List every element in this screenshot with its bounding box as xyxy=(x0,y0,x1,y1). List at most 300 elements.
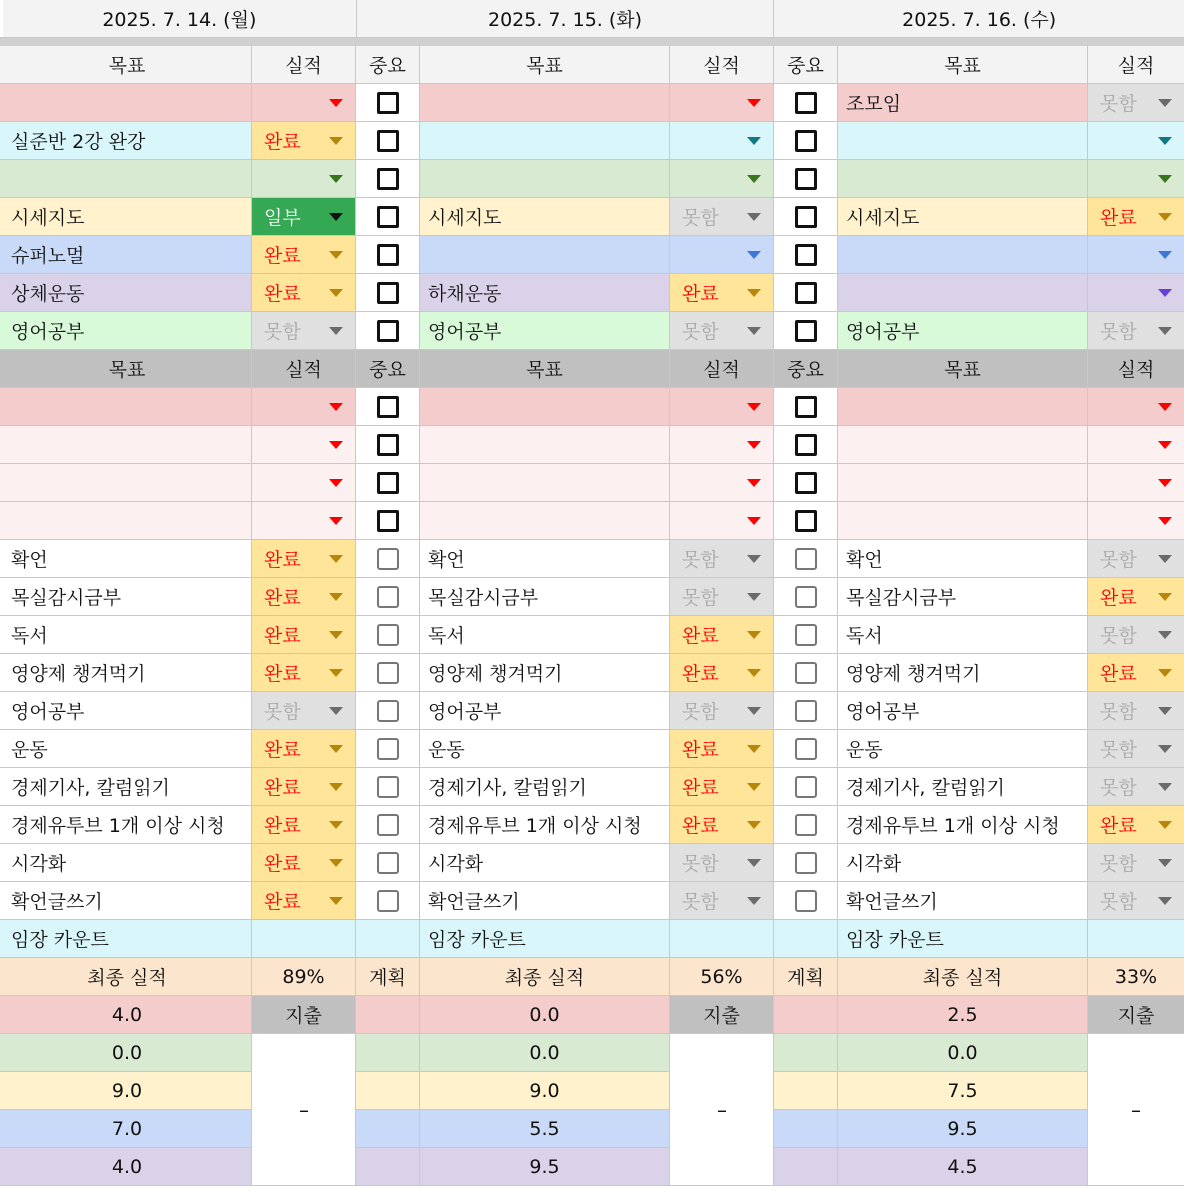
stat-value: 0.0 xyxy=(420,1034,670,1072)
checkbox[interactable] xyxy=(377,662,399,684)
stat-value: 0.0 xyxy=(420,996,670,1034)
dropdown-arrow-icon[interactable] xyxy=(1158,555,1172,563)
status-dropdown[interactable] xyxy=(670,502,774,540)
status-dropdown[interactable] xyxy=(252,236,356,274)
status-dropdown[interactable] xyxy=(252,768,356,806)
status-dropdown[interactable] xyxy=(1088,84,1184,122)
goal-cell[interactable]: 시세지도 xyxy=(3,198,252,236)
status-label: 완료 xyxy=(264,815,301,837)
dropdown-arrow-icon[interactable] xyxy=(1158,783,1172,791)
status-dropdown[interactable] xyxy=(1088,540,1184,578)
goal-cell[interactable]: 임장 카운트 xyxy=(420,920,670,958)
checkbox[interactable] xyxy=(795,168,817,190)
dropdown-arrow-icon[interactable] xyxy=(1158,821,1172,829)
plan-cell[interactable] xyxy=(774,1110,838,1148)
goal-cell[interactable]: 확언글쓰기 xyxy=(420,882,670,920)
status-dropdown[interactable] xyxy=(670,312,774,350)
final-result-label: 최종 실적 xyxy=(3,958,252,996)
status-dropdown[interactable] xyxy=(670,84,774,122)
plan-cell[interactable] xyxy=(774,1072,838,1110)
important-cell xyxy=(774,464,838,502)
goal-cell[interactable]: 시세지도 xyxy=(420,198,670,236)
status-label: 못함 xyxy=(1100,549,1137,571)
dropdown-arrow-icon[interactable] xyxy=(747,137,761,145)
status-dropdown[interactable] xyxy=(670,426,774,464)
checkbox[interactable] xyxy=(377,282,399,304)
checkbox[interactable] xyxy=(795,738,817,760)
important-cell xyxy=(356,806,420,844)
goal-cell[interactable]: 운동 xyxy=(3,730,252,768)
dropdown-arrow-icon[interactable] xyxy=(747,821,761,829)
checkbox[interactable] xyxy=(377,168,399,190)
status-dropdown[interactable] xyxy=(1088,160,1184,198)
goal-cell[interactable]: 확언글쓰기 xyxy=(838,882,1088,920)
status-dropdown[interactable] xyxy=(1088,198,1184,236)
important-cell xyxy=(356,236,420,274)
checkbox[interactable] xyxy=(795,130,817,152)
dropdown-arrow-icon[interactable] xyxy=(747,783,761,791)
checkbox[interactable] xyxy=(795,700,817,722)
checkbox[interactable] xyxy=(795,206,817,228)
goal-cell[interactable]: 시세지도 xyxy=(838,198,1088,236)
status-dropdown[interactable] xyxy=(1088,654,1184,692)
status-dropdown[interactable] xyxy=(1088,388,1184,426)
dropdown-arrow-icon[interactable] xyxy=(329,289,343,297)
plan-cell[interactable] xyxy=(356,1148,420,1186)
dropdown-arrow-icon[interactable] xyxy=(1158,441,1172,449)
goal-cell[interactable]: 경제유투브 1개 이상 시청 xyxy=(420,806,670,844)
dropdown-arrow-icon[interactable] xyxy=(329,441,343,449)
dropdown-arrow-icon[interactable] xyxy=(747,517,761,525)
checkbox[interactable] xyxy=(795,624,817,646)
important-cell xyxy=(356,502,420,540)
important-cell xyxy=(774,578,838,616)
status-dropdown[interactable] xyxy=(1088,312,1184,350)
dropdown-arrow-icon[interactable] xyxy=(329,707,343,715)
status-dropdown[interactable] xyxy=(252,730,356,768)
goal-cell[interactable]: 임장 카운트 xyxy=(3,920,252,958)
dropdown-arrow-icon[interactable] xyxy=(329,251,343,259)
important-cell xyxy=(774,692,838,730)
status-label: 완료 xyxy=(264,549,301,571)
status-dropdown[interactable] xyxy=(1088,844,1184,882)
goal-cell[interactable] xyxy=(420,84,670,122)
goal-cell[interactable]: 시각화 xyxy=(420,844,670,882)
status-label: 완료 xyxy=(264,587,301,609)
dropdown-arrow-icon[interactable] xyxy=(747,251,761,259)
entry-count-value[interactable] xyxy=(252,920,356,958)
goal-cell[interactable] xyxy=(838,464,1088,502)
dropdown-arrow-icon[interactable] xyxy=(1158,327,1172,335)
important-cell xyxy=(774,426,838,464)
checkbox[interactable] xyxy=(795,852,817,874)
checkbox[interactable] xyxy=(795,776,817,798)
dropdown-arrow-icon[interactable] xyxy=(329,745,343,753)
routine-row xyxy=(0,578,1184,616)
goal-cell[interactable] xyxy=(420,464,670,502)
status-dropdown[interactable] xyxy=(1088,578,1184,616)
dropdown-arrow-icon[interactable] xyxy=(1158,175,1172,183)
status-dropdown[interactable] xyxy=(252,844,356,882)
dropdown-arrow-icon[interactable] xyxy=(329,327,343,335)
status-dropdown[interactable] xyxy=(252,654,356,692)
checkbox[interactable] xyxy=(795,510,817,532)
status-dropdown[interactable] xyxy=(670,198,774,236)
dropdown-arrow-icon[interactable] xyxy=(329,213,343,221)
goal-cell[interactable]: 경제유투브 1개 이상 시청 xyxy=(3,806,252,844)
goal-cell[interactable] xyxy=(838,426,1088,464)
status-label: 완료 xyxy=(1100,663,1137,685)
status-dropdown[interactable] xyxy=(252,160,356,198)
dropdown-arrow-icon[interactable] xyxy=(747,593,761,601)
status-dropdown[interactable] xyxy=(1088,426,1184,464)
dropdown-arrow-icon[interactable] xyxy=(747,669,761,677)
goal-cell[interactable]: 운동 xyxy=(420,730,670,768)
status-dropdown[interactable] xyxy=(1088,882,1184,920)
checkbox[interactable] xyxy=(377,92,399,114)
checkbox[interactable] xyxy=(795,320,817,342)
goal-cell[interactable]: 경제유투브 1개 이상 시청 xyxy=(838,806,1088,844)
plan-cell[interactable] xyxy=(774,1034,838,1072)
status-dropdown[interactable] xyxy=(252,578,356,616)
status-dropdown[interactable] xyxy=(252,692,356,730)
dropdown-arrow-icon[interactable] xyxy=(747,441,761,449)
dropdown-arrow-icon[interactable] xyxy=(1158,251,1172,259)
dropdown-arrow-icon[interactable] xyxy=(747,289,761,297)
status-dropdown[interactable] xyxy=(670,540,774,578)
dropdown-arrow-icon[interactable] xyxy=(747,745,761,753)
goal-row xyxy=(0,236,1184,274)
checkbox[interactable] xyxy=(377,548,399,570)
goal-cell[interactable] xyxy=(838,502,1088,540)
goal-cell[interactable]: 실준반 2강 완강 xyxy=(3,122,252,160)
checkbox[interactable] xyxy=(795,244,817,266)
checkbox[interactable] xyxy=(377,738,399,760)
status-dropdown[interactable] xyxy=(670,464,774,502)
status-dropdown[interactable] xyxy=(1088,616,1184,654)
goal-cell[interactable] xyxy=(838,236,1088,274)
plan-cell[interactable] xyxy=(774,1148,838,1186)
goal-cell[interactable] xyxy=(838,122,1088,160)
dropdown-arrow-icon[interactable] xyxy=(1158,593,1172,601)
dropdown-arrow-icon[interactable] xyxy=(747,99,761,107)
checkbox[interactable] xyxy=(377,244,399,266)
status-label: 못함 xyxy=(1100,625,1137,647)
goal-cell[interactable]: 하채운동 xyxy=(420,274,670,312)
entry-count-value[interactable] xyxy=(1088,920,1184,958)
goal-cell[interactable]: 영어공부 xyxy=(3,312,252,350)
goal-cell[interactable]: 슈퍼노멀 xyxy=(3,236,252,274)
stat-row xyxy=(0,1148,1184,1186)
goal-cell[interactable]: 독서 xyxy=(838,616,1088,654)
routine-row xyxy=(0,730,1184,768)
stat-value: 0.0 xyxy=(3,1034,252,1072)
goal-cell[interactable]: 독서 xyxy=(420,616,670,654)
dropdown-arrow-icon[interactable] xyxy=(329,821,343,829)
goal-cell[interactable]: 영어공부 xyxy=(838,312,1088,350)
status-dropdown[interactable] xyxy=(1088,768,1184,806)
status-dropdown[interactable] xyxy=(1088,274,1184,312)
status-dropdown[interactable] xyxy=(252,312,356,350)
status-dropdown[interactable] xyxy=(252,122,356,160)
goal-cell[interactable]: 경제기사, 칼럼읽기 xyxy=(3,768,252,806)
plan-cell[interactable] xyxy=(356,1072,420,1110)
goal-cell[interactable]: 경제기사, 칼럼읽기 xyxy=(838,768,1088,806)
dropdown-arrow-icon[interactable] xyxy=(747,327,761,335)
important-cell xyxy=(774,806,838,844)
checkbox[interactable] xyxy=(377,586,399,608)
goal-cell[interactable] xyxy=(838,274,1088,312)
goal-cell[interactable]: 목실감시금부 xyxy=(3,578,252,616)
entry-count-row xyxy=(0,920,1184,958)
dropdown-arrow-icon[interactable] xyxy=(1158,631,1172,639)
checkbox[interactable] xyxy=(377,206,399,228)
header-result: 실적 xyxy=(1088,46,1184,84)
goal-cell[interactable]: 시각화 xyxy=(838,844,1088,882)
stat-row xyxy=(0,996,1184,1034)
dropdown-arrow-icon[interactable] xyxy=(747,631,761,639)
checkbox[interactable] xyxy=(377,510,399,532)
dropdown-arrow-icon[interactable] xyxy=(1158,99,1172,107)
goal-cell[interactable]: 영어공부 xyxy=(3,692,252,730)
dropdown-arrow-icon[interactable] xyxy=(747,213,761,221)
status-dropdown[interactable] xyxy=(252,426,356,464)
important-cell xyxy=(356,426,420,464)
status-dropdown[interactable] xyxy=(252,502,356,540)
dropdown-arrow-icon[interactable] xyxy=(1158,669,1172,677)
status-dropdown[interactable] xyxy=(252,616,356,654)
status-dropdown[interactable] xyxy=(670,578,774,616)
checkbox[interactable] xyxy=(377,434,399,456)
status-dropdown[interactable] xyxy=(670,768,774,806)
stat-value: 5.5 xyxy=(420,1110,670,1148)
checkbox[interactable] xyxy=(795,282,817,304)
goal-cell[interactable]: 영양제 챙겨먹기 xyxy=(420,654,670,692)
goal-cell[interactable] xyxy=(3,84,252,122)
status-dropdown[interactable] xyxy=(252,540,356,578)
status-dropdown[interactable] xyxy=(252,84,356,122)
dropdown-arrow-icon[interactable] xyxy=(747,403,761,411)
goal-cell[interactable]: 임장 카운트 xyxy=(838,920,1088,958)
important-cell xyxy=(356,654,420,692)
goal-cell[interactable]: 영양제 챙겨먹기 xyxy=(838,654,1088,692)
important-cell xyxy=(774,388,838,426)
checkbox[interactable] xyxy=(377,700,399,722)
date-header: 2025. 7. 14. (월) xyxy=(3,0,357,38)
plan-cell[interactable] xyxy=(356,996,420,1034)
important-cell xyxy=(774,312,838,350)
plan-cell[interactable] xyxy=(774,996,838,1034)
goal-cell[interactable] xyxy=(420,502,670,540)
checkbox[interactable] xyxy=(377,624,399,646)
status-dropdown[interactable] xyxy=(670,654,774,692)
plan-cell[interactable] xyxy=(356,1110,420,1148)
status-dropdown[interactable] xyxy=(670,122,774,160)
status-dropdown[interactable] xyxy=(1088,692,1184,730)
dropdown-arrow-icon[interactable] xyxy=(329,783,343,791)
dropdown-arrow-icon[interactable] xyxy=(329,555,343,563)
dropdown-arrow-icon[interactable] xyxy=(329,593,343,601)
dropdown-arrow-icon[interactable] xyxy=(1158,897,1172,905)
goal-cell[interactable] xyxy=(420,236,670,274)
goal-cell[interactable]: 운동 xyxy=(838,730,1088,768)
goal-cell[interactable]: 확언 xyxy=(838,540,1088,578)
checkbox[interactable] xyxy=(377,130,399,152)
important-cell xyxy=(774,844,838,882)
goal-cell[interactable] xyxy=(838,160,1088,198)
status-dropdown[interactable] xyxy=(670,806,774,844)
goal-row xyxy=(0,160,1184,198)
status-dropdown[interactable] xyxy=(252,388,356,426)
checkbox[interactable] xyxy=(795,662,817,684)
checkbox[interactable] xyxy=(377,852,399,874)
dropdown-arrow-icon[interactable] xyxy=(329,517,343,525)
goal-cell[interactable]: 영어공부 xyxy=(838,692,1088,730)
dropdown-arrow-icon[interactable] xyxy=(747,479,761,487)
dropdown-arrow-icon[interactable] xyxy=(1158,859,1172,867)
checkbox[interactable] xyxy=(377,776,399,798)
status-dropdown[interactable] xyxy=(252,882,356,920)
goal-cell[interactable] xyxy=(420,388,670,426)
dropdown-arrow-icon[interactable] xyxy=(1158,213,1172,221)
checkbox[interactable] xyxy=(795,472,817,494)
dropdown-arrow-icon[interactable] xyxy=(747,555,761,563)
status-dropdown[interactable] xyxy=(670,388,774,426)
status-dropdown[interactable] xyxy=(670,160,774,198)
goal-cell[interactable]: 목실감시금부 xyxy=(420,578,670,616)
separator xyxy=(0,38,1184,46)
goal-cell[interactable]: 상체운동 xyxy=(3,274,252,312)
column-header-row xyxy=(0,46,1184,84)
goal-cell[interactable] xyxy=(420,160,670,198)
header-result: 실적 xyxy=(252,350,356,388)
status-dropdown[interactable] xyxy=(670,692,774,730)
status-dropdown[interactable] xyxy=(1088,236,1184,274)
goal-cell[interactable]: 시각화 xyxy=(3,844,252,882)
goal-cell[interactable]: 경제기사, 칼럼읽기 xyxy=(420,768,670,806)
status-dropdown[interactable] xyxy=(1088,730,1184,768)
checkbox[interactable] xyxy=(795,396,817,418)
dropdown-arrow-icon[interactable] xyxy=(329,669,343,677)
checkbox[interactable] xyxy=(795,586,817,608)
status-label: 못함 xyxy=(264,321,301,343)
routine-row xyxy=(0,616,1184,654)
status-dropdown[interactable] xyxy=(670,844,774,882)
dropdown-arrow-icon[interactable] xyxy=(1158,403,1172,411)
dropdown-arrow-icon[interactable] xyxy=(747,859,761,867)
goal-cell[interactable] xyxy=(3,464,252,502)
dropdown-arrow-icon[interactable] xyxy=(1158,707,1172,715)
status-dropdown[interactable] xyxy=(670,616,774,654)
status-dropdown[interactable] xyxy=(670,730,774,768)
checkbox[interactable] xyxy=(795,434,817,456)
stat-value: 4.0 xyxy=(3,1148,252,1186)
dropdown-arrow-icon[interactable] xyxy=(329,99,343,107)
goal-cell[interactable]: 영어공부 xyxy=(420,692,670,730)
dropdown-arrow-icon[interactable] xyxy=(329,403,343,411)
entry-count-value[interactable] xyxy=(670,920,774,958)
plan-cell[interactable] xyxy=(356,1034,420,1072)
status-dropdown[interactable] xyxy=(670,882,774,920)
goal-cell[interactable]: 확언 xyxy=(3,540,252,578)
header-goal: 목표 xyxy=(420,350,670,388)
important-cell xyxy=(774,274,838,312)
checkbox[interactable] xyxy=(377,320,399,342)
checkbox[interactable] xyxy=(795,548,817,570)
goal-cell[interactable] xyxy=(3,426,252,464)
header-result: 실적 xyxy=(252,46,356,84)
dropdown-arrow-icon[interactable] xyxy=(1158,137,1172,145)
dropdown-arrow-icon[interactable] xyxy=(329,859,343,867)
important-cell xyxy=(356,198,420,236)
dropdown-arrow-icon[interactable] xyxy=(747,897,761,905)
dropdown-arrow-icon[interactable] xyxy=(329,175,343,183)
goal-cell[interactable]: 확언 xyxy=(420,540,670,578)
status-label: 못함 xyxy=(682,321,719,343)
status-dropdown[interactable] xyxy=(670,236,774,274)
checkbox[interactable] xyxy=(377,472,399,494)
status-dropdown[interactable] xyxy=(252,198,356,236)
checkbox[interactable] xyxy=(795,92,817,114)
goal-cell[interactable]: 영어공부 xyxy=(420,312,670,350)
status-label: 완료 xyxy=(682,739,719,761)
header-important: 중요 xyxy=(356,350,420,388)
status-dropdown[interactable] xyxy=(1088,464,1184,502)
header-goal: 목표 xyxy=(3,46,252,84)
status-dropdown[interactable] xyxy=(252,274,356,312)
goal-cell[interactable]: 확언글쓰기 xyxy=(3,882,252,920)
goal-cell[interactable]: 목실감시금부 xyxy=(838,578,1088,616)
goal-cell[interactable] xyxy=(420,122,670,160)
dropdown-arrow-icon[interactable] xyxy=(747,707,761,715)
dropdown-arrow-icon[interactable] xyxy=(329,631,343,639)
checkbox[interactable] xyxy=(377,814,399,836)
checkbox[interactable] xyxy=(795,814,817,836)
status-dropdown[interactable] xyxy=(252,806,356,844)
dropdown-arrow-icon[interactable] xyxy=(1158,517,1172,525)
dropdown-arrow-icon[interactable] xyxy=(1158,745,1172,753)
dropdown-arrow-icon[interactable] xyxy=(1158,479,1172,487)
important-cell xyxy=(774,882,838,920)
status-dropdown[interactable] xyxy=(1088,122,1184,160)
goal-cell[interactable] xyxy=(3,502,252,540)
goal-cell[interactable] xyxy=(3,388,252,426)
goal-cell[interactable] xyxy=(420,426,670,464)
goal-cell[interactable] xyxy=(838,388,1088,426)
checkbox[interactable] xyxy=(377,890,399,912)
date-header: 2025. 7. 15. (화) xyxy=(357,0,775,38)
status-dropdown[interactable] xyxy=(1088,502,1184,540)
goal-cell[interactable]: 영양제 챙겨먹기 xyxy=(3,654,252,692)
dropdown-arrow-icon[interactable] xyxy=(1158,289,1172,297)
goal-cell[interactable]: 조모임 xyxy=(838,84,1088,122)
stat-value: 4.0 xyxy=(3,996,252,1034)
dropdown-arrow-icon[interactable] xyxy=(329,479,343,487)
checkbox[interactable] xyxy=(377,396,399,418)
dropdown-arrow-icon[interactable] xyxy=(329,897,343,905)
goal-cell[interactable]: 독서 xyxy=(3,616,252,654)
checkbox[interactable] xyxy=(795,890,817,912)
status-dropdown[interactable] xyxy=(1088,806,1184,844)
status-label: 완료 xyxy=(264,853,301,875)
dropdown-arrow-icon[interactable] xyxy=(747,175,761,183)
stat-value: 9.0 xyxy=(420,1072,670,1110)
goal-cell[interactable] xyxy=(3,160,252,198)
status-dropdown[interactable] xyxy=(252,464,356,502)
status-dropdown[interactable] xyxy=(670,274,774,312)
dropdown-arrow-icon[interactable] xyxy=(329,137,343,145)
stat-value: 9.0 xyxy=(3,1072,252,1110)
